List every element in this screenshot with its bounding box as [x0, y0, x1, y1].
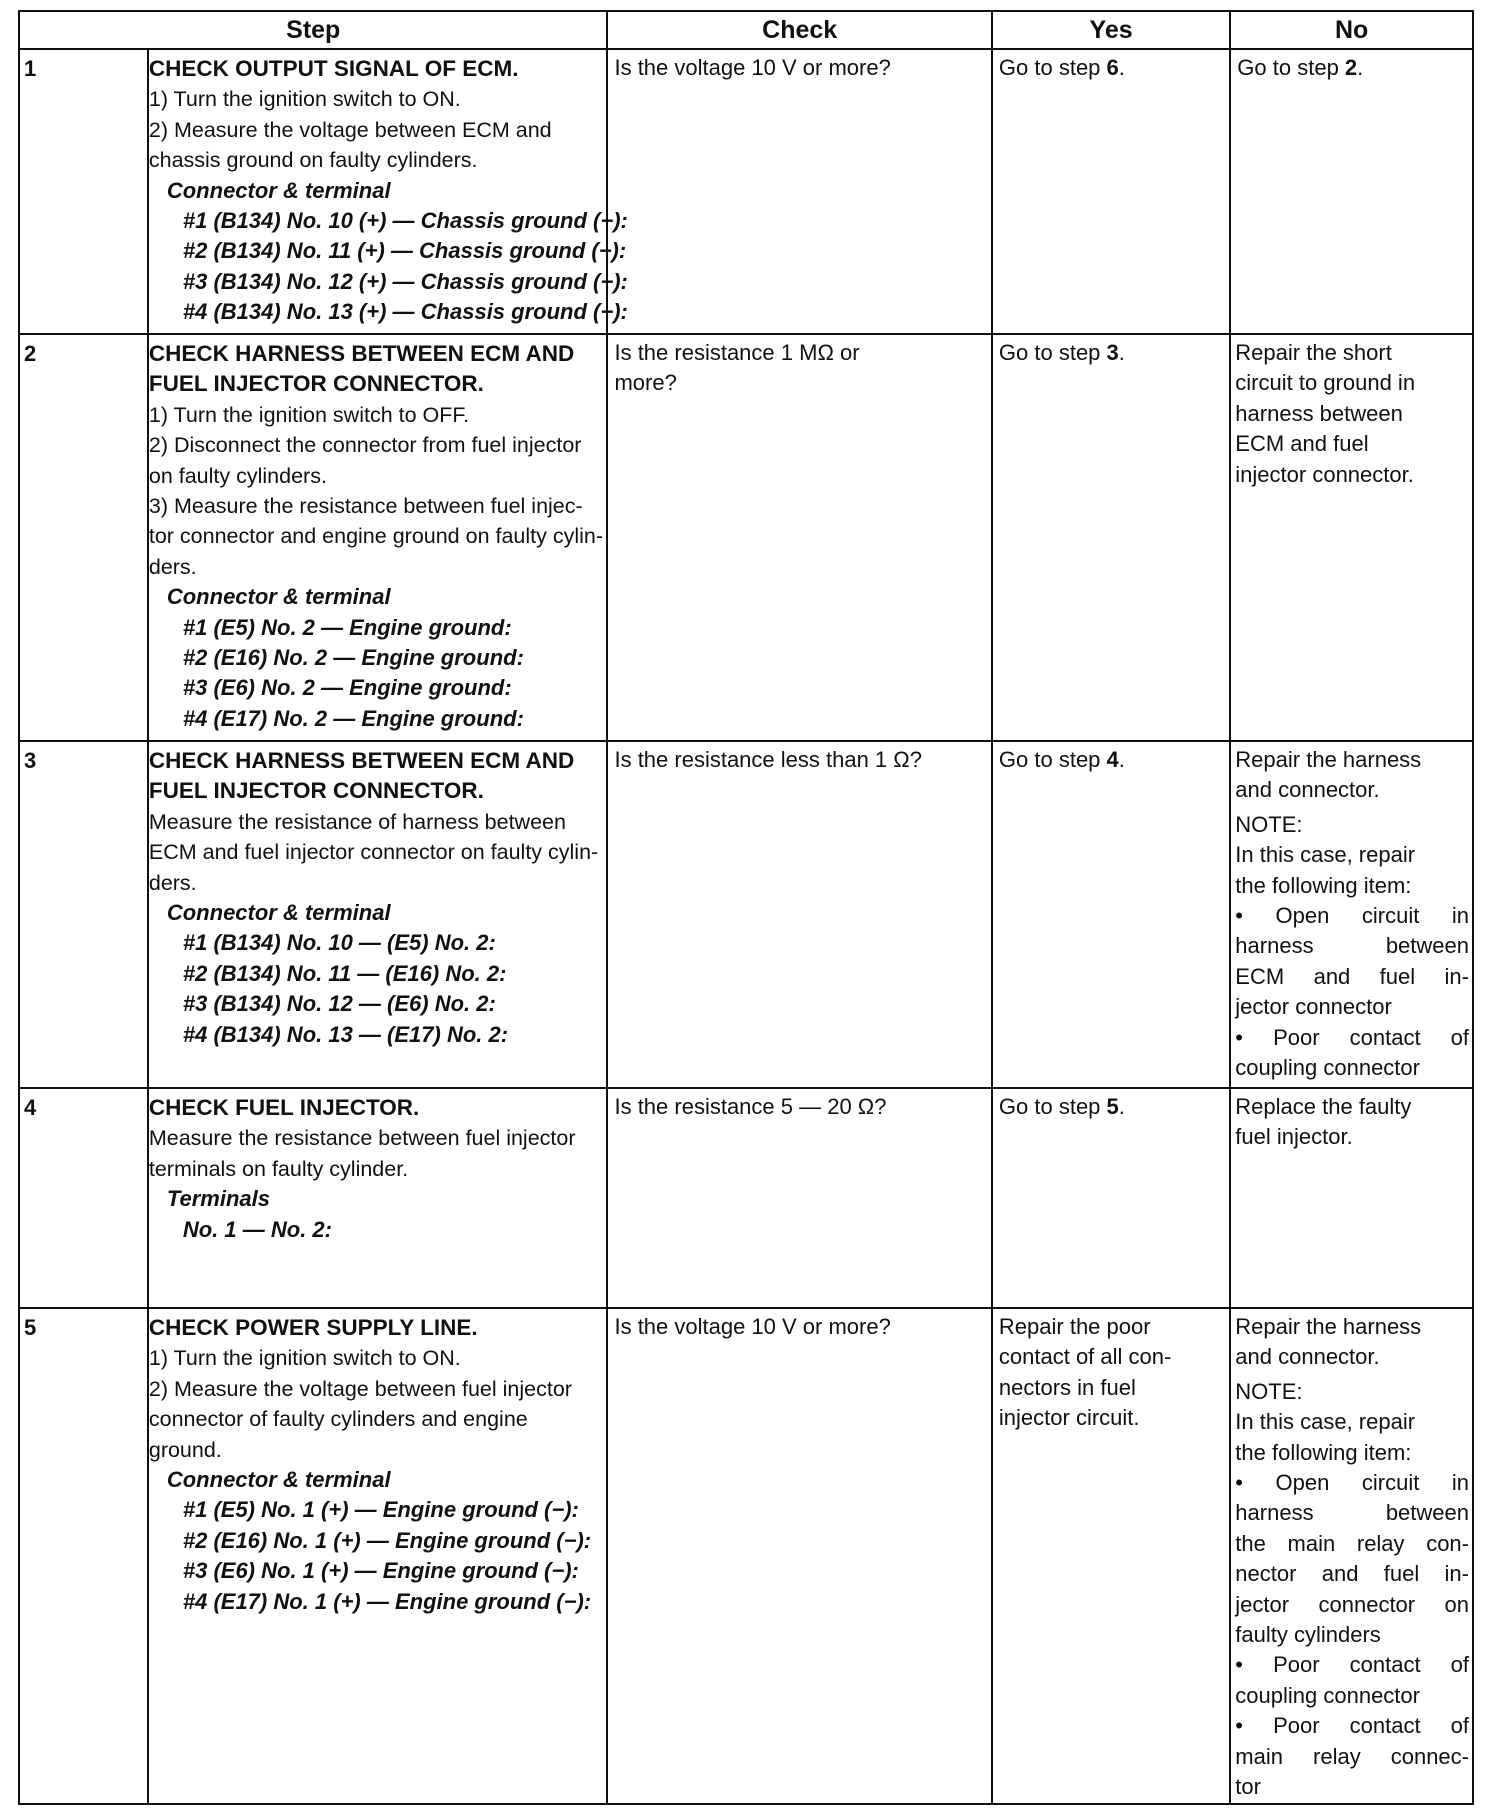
check-text: Is the resistance 1 MΩ or	[614, 340, 860, 365]
no-text: Repair the harness	[1235, 1314, 1422, 1339]
table-row	[19, 49, 1473, 334]
yes-step-number: 6	[1106, 55, 1119, 80]
terminal-line: #4 (B134) No. 13 — (E17) No. 2:	[182, 1021, 509, 1047]
yes-step-number: 5	[1106, 1094, 1119, 1119]
step-title: CHECK HARNESS BETWEEN ECM AND	[148, 341, 575, 366]
yes-prefix: Go to step	[998, 55, 1107, 80]
terminal-line: #3 (E6) No. 2 — Engine ground:	[182, 675, 512, 701]
no-prefix: Go to step	[1237, 55, 1345, 80]
note-item: nector and fuel in-	[1235, 1561, 1469, 1587]
procedure-line: connector of faulty cylinders and engine	[148, 1407, 528, 1432]
note-item: faulty cylinders	[1235, 1622, 1381, 1648]
step-title: CHECK POWER SUPPLY LINE.	[148, 1315, 478, 1340]
step-number: 4	[19, 1088, 148, 1308]
note-label: NOTE:	[1235, 1378, 1303, 1404]
check-cell	[607, 1308, 991, 1804]
note-item: tor	[1235, 1774, 1261, 1800]
header-check: Check	[607, 11, 991, 49]
no-cell	[1230, 334, 1473, 741]
yes-prefix: Go to step	[998, 1094, 1107, 1119]
step-number: 3	[19, 741, 148, 1088]
note-item: • Open circuit in	[1235, 903, 1469, 929]
note-item: the main relay con-	[1235, 1530, 1469, 1556]
note-label: NOTE:	[1235, 811, 1303, 837]
terminal-line: #3 (B134) No. 12 — (E6) No. 2:	[182, 991, 496, 1017]
step-number: 2	[19, 334, 148, 741]
no-text: circuit to ground in	[1235, 370, 1416, 396]
check-cell	[607, 1088, 991, 1308]
step-title: FUEL INJECTOR CONNECTOR.	[148, 778, 484, 804]
terminal-line: #3 (B134) No. 12 (+) — Chassis ground (−):	[182, 268, 628, 294]
note-item: • Poor contact of	[1235, 1713, 1469, 1739]
procedure-line: Measure the resistance between fuel injector	[148, 1126, 576, 1151]
procedure-line: 2) Measure the voltage between ECM and	[148, 117, 552, 142]
table-row	[19, 1308, 1473, 1804]
terminal-line: #1 (B134) No. 10 — (E5) No. 2:	[182, 930, 496, 956]
procedure-line: 3) Measure the resistance between fuel injec-	[148, 494, 583, 519]
procedure-line: ground.	[148, 1437, 222, 1462]
note-item: • Poor contact of	[1235, 1652, 1469, 1678]
note-text: In this case, repair	[1235, 1409, 1416, 1435]
header-step: Step	[19, 11, 607, 49]
step-description	[148, 1308, 608, 1804]
terminal-line: #1 (B134) No. 10 (+) — Chassis ground (−):	[182, 208, 628, 234]
procedure-line: 2) Measure the voltage between fuel injector	[148, 1376, 572, 1401]
no-suffix: .	[1357, 55, 1364, 80]
check-text: more?	[614, 370, 677, 396]
yes-cell	[992, 1308, 1230, 1804]
terminal-line: #1 (E5) No. 1 (+) — Engine ground (−):	[182, 1497, 579, 1523]
no-text: ECM and fuel	[1235, 431, 1369, 457]
header-yes: Yes	[992, 11, 1230, 49]
diagnostic-table	[18, 10, 1474, 1805]
procedure-line: 2) Disconnect the connector from fuel injector	[148, 433, 582, 458]
check-text: Is the voltage 10 V or more?	[614, 55, 891, 80]
note-item: harness between	[1235, 933, 1469, 959]
step-description	[148, 334, 608, 741]
procedure-line: 1) Turn the ignition switch to ON.	[148, 87, 461, 112]
check-text: Is the resistance less than 1 Ω?	[614, 747, 922, 772]
step-description	[148, 741, 608, 1088]
procedure-line: Measure the resistance of harness between	[148, 809, 566, 834]
check-text: Is the voltage 10 V or more?	[614, 1314, 891, 1339]
terminals-label: Terminals	[166, 1186, 270, 1212]
no-text: injector connector.	[1235, 461, 1414, 487]
note-text: In this case, repair	[1235, 842, 1416, 868]
table-row	[19, 1088, 1473, 1308]
yes-text: injector circuit.	[998, 1405, 1140, 1431]
note-item: • Open circuit in	[1235, 1470, 1469, 1496]
terminal-line: #4 (B134) No. 13 (+) — Chassis ground (−):	[182, 299, 628, 325]
note-item: main relay connec-	[1235, 1743, 1469, 1769]
procedure-line: tor connector and engine ground on faulty cylin-	[148, 524, 604, 549]
procedure-line: chassis ground on faulty cylinders.	[148, 148, 478, 173]
yes-text: nectors in fuel	[998, 1374, 1136, 1400]
note-item: coupling connector	[1235, 1682, 1420, 1708]
terminal-line: #2 (E16) No. 1 (+) — Engine ground (−):	[182, 1527, 592, 1553]
note-item: coupling connector	[1235, 1055, 1420, 1081]
no-cell	[1230, 1088, 1473, 1308]
note-item: • Poor contact of	[1235, 1024, 1469, 1050]
terminal-line: No. 1 — No. 2:	[182, 1216, 332, 1242]
yes-cell	[992, 334, 1230, 741]
yes-text: contact of all con-	[998, 1344, 1172, 1370]
note-item: jector connector on	[1235, 1591, 1469, 1617]
no-cell	[1230, 1308, 1473, 1804]
terminal-line: #4 (E17) No. 1 (+) — Engine ground (−):	[182, 1588, 592, 1614]
step-description	[148, 49, 628, 334]
procedure-line: ECM and fuel injector connector on faulty cylin-	[148, 840, 599, 865]
procedure-line: ders.	[148, 870, 197, 895]
table-row	[19, 741, 1473, 1088]
terminal-line: #3 (E6) No. 1 (+) — Engine ground (−):	[182, 1558, 579, 1584]
no-cell	[1230, 741, 1473, 1088]
yes-suffix: .	[1118, 747, 1125, 772]
procedure-line: on faulty cylinders.	[148, 463, 327, 488]
yes-step-number: 3	[1106, 340, 1119, 365]
yes-step-number: 4	[1106, 747, 1119, 772]
table-row	[19, 334, 1473, 741]
yes-text: Repair the poor	[998, 1314, 1151, 1339]
yes-cell	[992, 49, 1230, 334]
header-no: No	[1230, 11, 1473, 49]
yes-cell	[992, 1088, 1230, 1308]
no-text: and connector.	[1235, 777, 1380, 803]
terminal-line: #1 (E5) No. 2 — Engine ground:	[182, 614, 512, 640]
note-text: the following item:	[1235, 872, 1412, 898]
connector-label: Connector & terminal	[166, 900, 391, 926]
no-cell	[1230, 49, 1473, 334]
terminal-line: #2 (E16) No. 2 — Engine ground:	[182, 645, 524, 671]
no-text: and connector.	[1235, 1344, 1380, 1370]
step-description	[148, 1088, 608, 1308]
no-step-number: 2	[1344, 55, 1358, 80]
yes-cell	[992, 741, 1230, 1088]
no-text: Repair the harness	[1235, 747, 1422, 772]
no-text: Repair the short	[1235, 340, 1392, 365]
yes-suffix: .	[1118, 1094, 1125, 1119]
connector-label: Connector & terminal	[166, 1467, 391, 1493]
no-text: harness between	[1235, 400, 1403, 426]
note-item: harness between	[1235, 1500, 1469, 1526]
connector-label: Connector & terminal	[166, 584, 391, 610]
terminal-line: #2 (B134) No. 11 — (E16) No. 2:	[182, 960, 507, 986]
step-number: 1	[19, 49, 148, 334]
terminal-line: #4 (E17) No. 2 — Engine ground:	[182, 705, 524, 731]
step-title: FUEL INJECTOR CONNECTOR.	[148, 371, 484, 397]
no-text: Replace the faulty	[1235, 1094, 1412, 1119]
header-row	[19, 11, 1473, 49]
step-title: CHECK OUTPUT SIGNAL OF ECM.	[148, 56, 519, 81]
yes-suffix: .	[1118, 340, 1125, 365]
connector-label: Connector & terminal	[166, 177, 391, 203]
note-item: ECM and fuel in-	[1235, 963, 1469, 989]
step-title: CHECK FUEL INJECTOR.	[148, 1095, 420, 1120]
step-number: 5	[19, 1308, 148, 1804]
check-cell	[607, 334, 991, 741]
procedure-line: 1) Turn the ignition switch to OFF.	[148, 402, 470, 427]
procedure-line: ders.	[148, 554, 197, 579]
yes-suffix: .	[1118, 55, 1125, 80]
note-text: the following item:	[1235, 1439, 1412, 1465]
no-text: fuel injector.	[1235, 1124, 1353, 1150]
terminal-line: #2 (B134) No. 11 (+) — Chassis ground (−):	[182, 238, 627, 264]
check-text: Is the resistance 5 — 20 Ω?	[614, 1094, 887, 1119]
check-cell	[607, 49, 991, 334]
yes-prefix: Go to step	[998, 340, 1107, 365]
procedure-line: 1) Turn the ignition switch to ON.	[148, 1346, 461, 1371]
yes-prefix: Go to step	[998, 747, 1107, 772]
check-cell	[607, 741, 991, 1088]
step-title: CHECK HARNESS BETWEEN ECM AND	[148, 748, 575, 773]
procedure-line: terminals on faulty cylinder.	[148, 1156, 409, 1181]
note-item: jector connector	[1235, 994, 1392, 1020]
